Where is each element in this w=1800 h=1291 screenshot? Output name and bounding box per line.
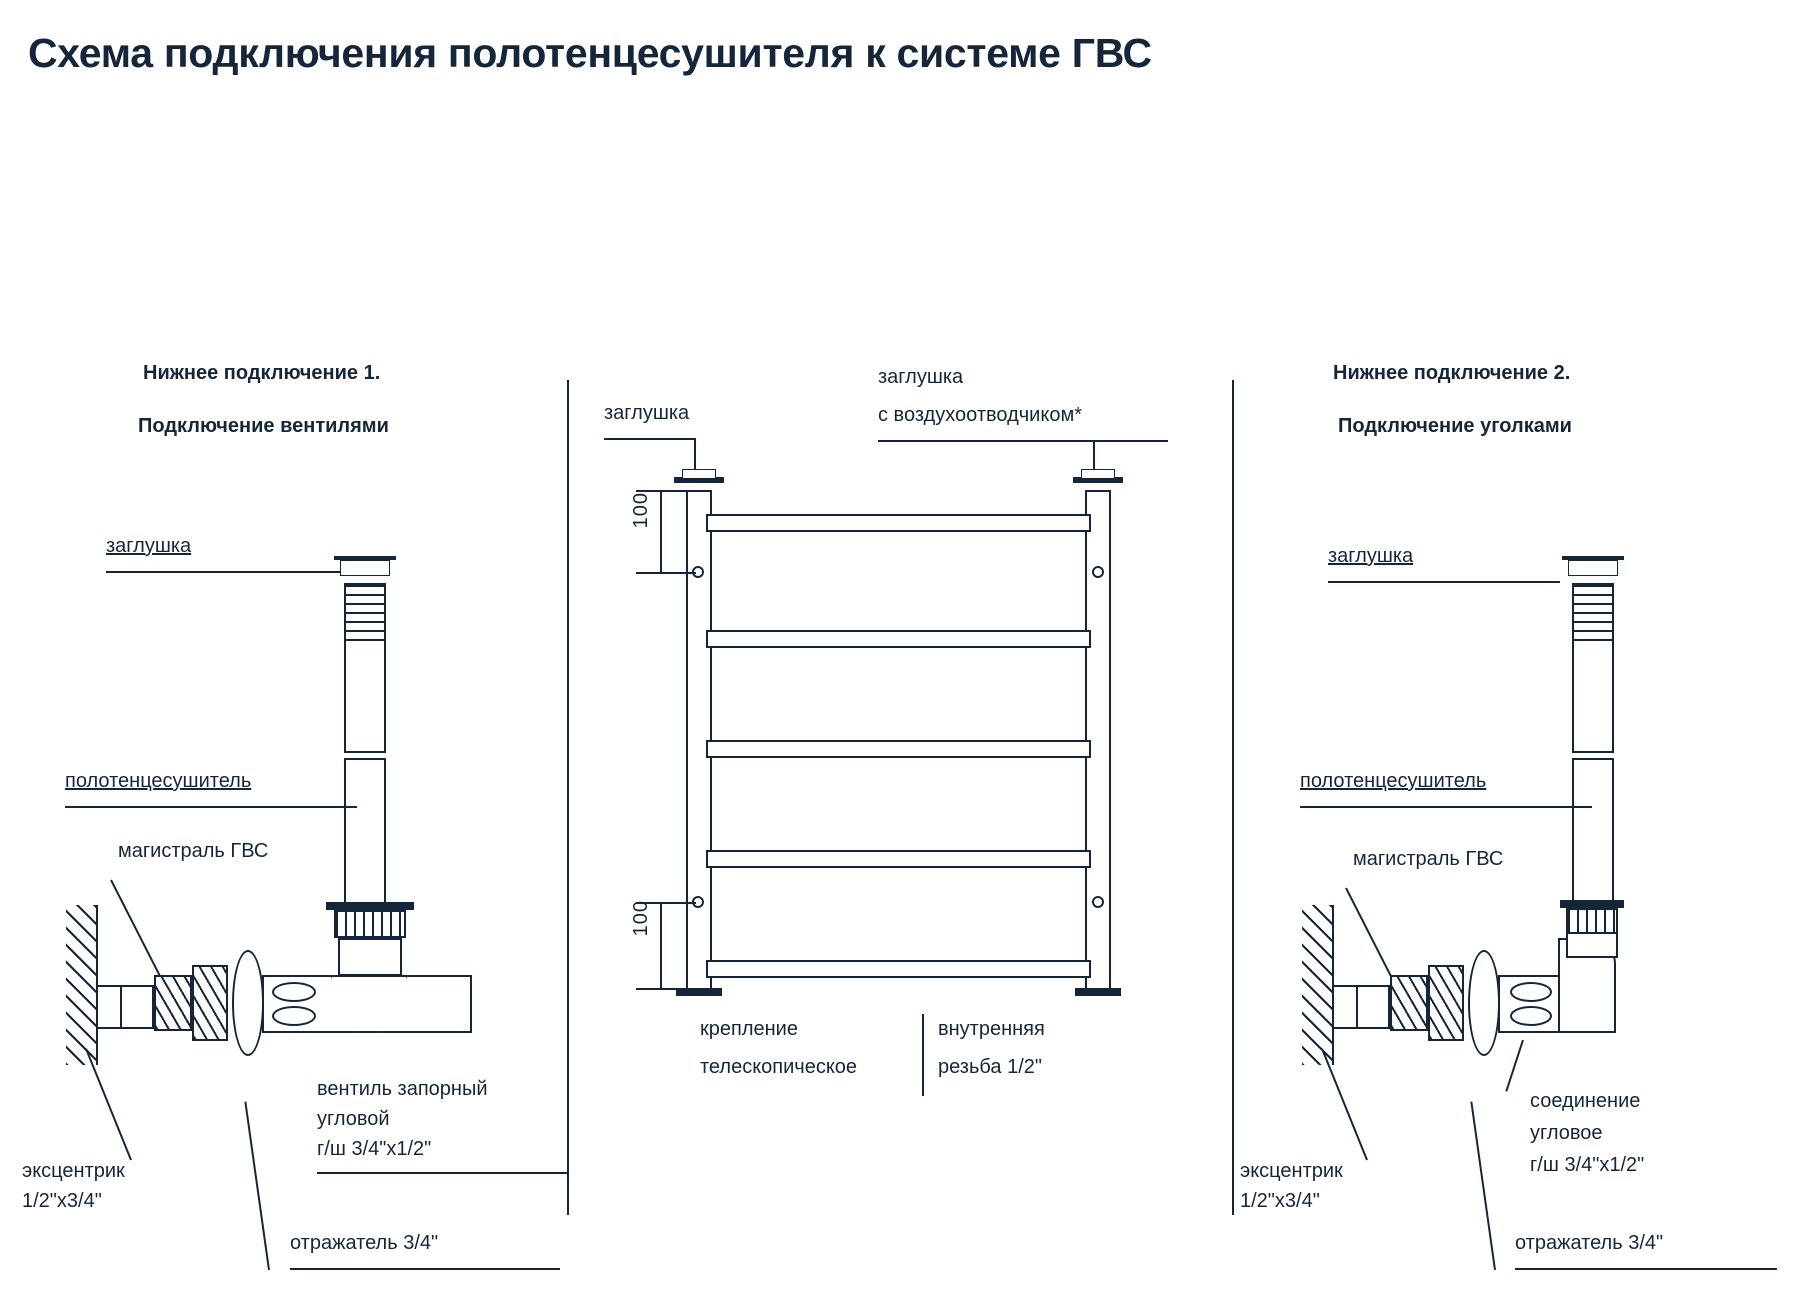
right-corner-label-1: соединение [1530, 1090, 1641, 1112]
center-mount-dot-tr [1092, 566, 1104, 578]
left-eccentric-leader [85, 1048, 132, 1160]
page-title: Схема подключения полотенцесушителя к системе ГВС [28, 30, 1152, 76]
center-rung-4 [706, 850, 1091, 868]
left-valve-leader [317, 1172, 567, 1174]
center-mount-dot-br [1092, 896, 1104, 908]
center-cap-label: заглушка [604, 402, 690, 424]
left-valve-port-2 [272, 1006, 316, 1026]
center-label-separator [922, 1014, 924, 1096]
right-elbow-flange [1560, 900, 1624, 908]
right-wall-hatch [1302, 905, 1332, 1065]
divider-left [567, 380, 569, 1215]
right-elbow-thread [1566, 908, 1618, 934]
left-valve-neck [338, 938, 402, 976]
right-cap-label: заглушка [1328, 545, 1414, 567]
left-heading-2: Подключение вентилями [138, 415, 389, 437]
right-eccentric-leader [1321, 1048, 1368, 1160]
right-main-label: магистраль ГВС [1353, 848, 1504, 870]
left-cap-label: заглушка [106, 535, 192, 557]
left-eccentric-label-1: эксцентрик [22, 1160, 125, 1182]
left-eccentric-part2 [192, 965, 228, 1041]
left-reflector-label: отражатель 3/4" [290, 1232, 439, 1254]
left-dryer-label: полотенцесушитель [65, 770, 252, 792]
center-cap-leader [604, 438, 696, 440]
right-dryer-label: полотенцесушитель [1300, 770, 1487, 792]
left-dryer-leader [65, 806, 357, 808]
right-corner-leader [1505, 1040, 1524, 1092]
center-dim-top-line [660, 490, 662, 574]
left-valve-label-3: г/ш 3/4"х1/2" [317, 1138, 432, 1160]
center-thread-label-2: резьба 1/2" [938, 1056, 1042, 1078]
right-dryer-leader [1300, 806, 1592, 808]
center-rung-5 [706, 960, 1091, 978]
center-cap-air-leader [878, 440, 1168, 442]
left-reflector-leader [290, 1268, 560, 1270]
left-valve-port-1 [272, 982, 316, 1002]
right-reflector-leader [1515, 1268, 1777, 1270]
center-mount-label-1: крепление [700, 1018, 798, 1040]
right-reflector-leader-diag [1470, 1102, 1496, 1271]
right-corner-label-2: угловое [1530, 1122, 1603, 1144]
left-pipe-inner-1 [120, 985, 122, 1029]
left-valve-flange [326, 902, 414, 910]
right-heading-2: Подключение уголками [1338, 415, 1572, 437]
left-supply-pipe [96, 985, 154, 1029]
right-reflector-label: отражатель 3/4" [1515, 1232, 1664, 1254]
center-cap-air-label-1: заглушка [878, 366, 964, 388]
center-dim-top-text: 100 [630, 492, 652, 529]
center-dim-bottom-ext-2 [636, 988, 688, 990]
left-valve-thread [334, 910, 406, 938]
left-reflector [232, 950, 264, 1056]
right-heading-1: Нижнее подключение 2. [1333, 362, 1571, 384]
right-cap-body [1568, 560, 1618, 576]
center-cap-right-body [1081, 469, 1115, 479]
center-mount-label-2: телескопическое [700, 1056, 858, 1078]
right-elbow-port-1 [1510, 982, 1552, 1002]
right-cap-leader [1328, 581, 1560, 583]
center-dim-bottom-text: 100 [630, 900, 652, 937]
center-rung-3 [706, 740, 1091, 758]
left-cap-cap [334, 556, 396, 560]
left-valve-label-1: вентиль запорный [317, 1078, 488, 1100]
right-cap-cap [1562, 556, 1624, 560]
center-rung-1 [706, 514, 1091, 532]
right-reflector [1468, 950, 1500, 1056]
right-eccentric-label-1: эксцентрик [1240, 1160, 1343, 1182]
left-main-label: магистраль ГВС [118, 840, 269, 862]
left-wall-hatch [66, 905, 96, 1065]
left-valve-label-2: угловой [317, 1108, 390, 1130]
right-dryer-thread [1572, 583, 1614, 641]
divider-right [1232, 380, 1234, 1215]
center-dim-bottom-line [660, 902, 662, 990]
center-foot-right [1075, 988, 1121, 996]
left-cap-leader [106, 571, 346, 573]
left-eccentric-label-2: 1/2"х3/4" [22, 1190, 102, 1212]
right-eccentric-part1 [1390, 975, 1428, 1031]
center-thread-label-1: внутренняя [938, 1018, 1045, 1040]
center-cap-air-label-2: с воздухоотводчиком* [878, 404, 1082, 426]
right-elbow-port-2 [1510, 1006, 1552, 1026]
right-eccentric-part2 [1428, 965, 1464, 1041]
center-cap-left-body [682, 469, 716, 479]
right-pipe-inner-1 [1356, 985, 1358, 1029]
left-heading-1: Нижнее подключение 1. [143, 362, 381, 384]
right-eccentric-label-2: 1/2"х3/4" [1240, 1190, 1320, 1212]
left-cap-body [340, 560, 390, 576]
center-dim-top-ext-2 [636, 572, 696, 574]
center-rung-2 [706, 630, 1091, 648]
right-elbow-neck [1566, 930, 1618, 958]
right-supply-pipe [1332, 985, 1390, 1029]
left-eccentric-part1 [154, 975, 192, 1031]
left-reflector-leader-diag [244, 1102, 270, 1271]
left-dryer-thread [344, 583, 386, 641]
right-corner-label-3: г/ш 3/4"х1/2" [1530, 1154, 1645, 1176]
